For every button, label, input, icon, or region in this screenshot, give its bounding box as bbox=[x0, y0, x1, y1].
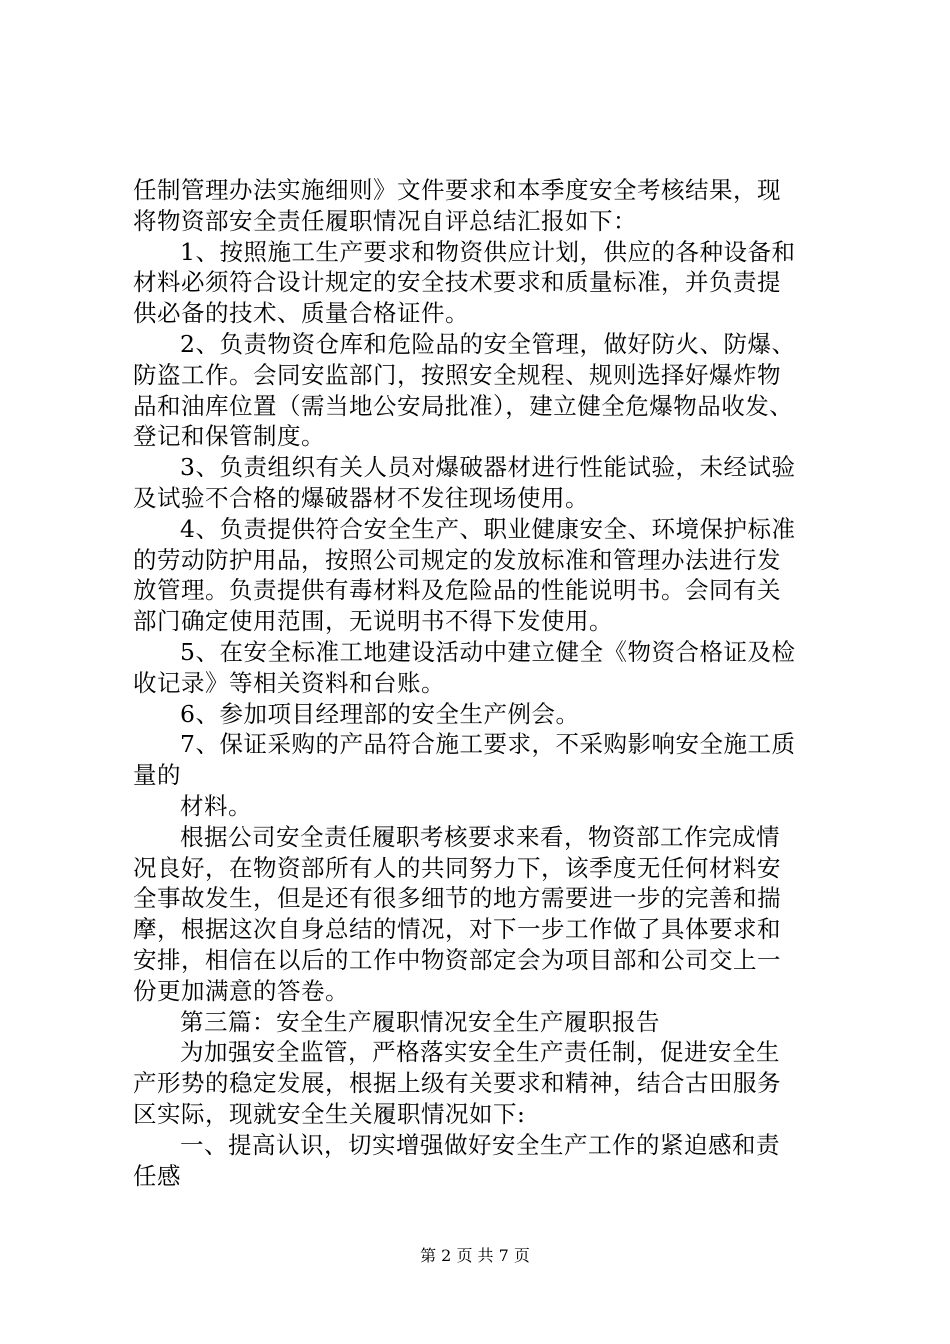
text-line: 区实际，现就安全生关履职情况如下: bbox=[133, 1099, 526, 1128]
text-line: 防盗工作。会同安监部门，按照安全规程、规则选择好爆炸物 bbox=[133, 360, 781, 389]
text-line: 部门确定使用范围，无说明书不得下发使用。 bbox=[133, 607, 613, 636]
text-line: 7、保证采购的产品符合施工要求，不采购影响安全施工质 bbox=[180, 730, 796, 759]
text-line: 量的 bbox=[133, 761, 181, 790]
text-line: 放管理。负责提供有毒材料及危险品的性能说明书。会同有关 bbox=[133, 576, 781, 605]
document-body bbox=[133, 175, 833, 1191]
text-line: 份更加满意的答卷。 bbox=[133, 976, 349, 1005]
text-line: 的劳动防护用品，按照公司规定的发放标准和管理办法进行发 bbox=[133, 545, 781, 574]
text-line: 材料必须符合设计规定的安全技术要求和质量标准，并负责提 bbox=[133, 268, 781, 297]
text-line: 2、负责物资仓库和危险品的安全管理，做好防火、防爆、 bbox=[180, 329, 796, 358]
text-line: 第三篇：安全生产履职情况安全生产履职报告 bbox=[180, 1007, 660, 1036]
text-line: 供必备的技术、质量合格证件。 bbox=[133, 299, 469, 328]
text-line: 安排，相信在以后的工作中物资部定会为项目部和公司交上一 bbox=[133, 945, 781, 974]
text-line: 将物资部安全责任履职情况自评总结汇报如下： bbox=[133, 206, 637, 235]
text-line: 为加强安全监管，严格落实安全生产责任制，促进安全生 bbox=[180, 1038, 780, 1067]
text-line: 材料。 bbox=[180, 791, 252, 820]
text-line: 根据公司安全责任履职考核要求来看，物资部工作完成情 bbox=[180, 822, 780, 851]
text-line: 登记和保管制度。 bbox=[133, 422, 325, 451]
text-line: 产形势的稳定发展，根据上级有关要求和精神，结合古田服务 bbox=[133, 1069, 781, 1098]
text-line: 5、在安全标准工地建设活动中建立健全《物资合格证及检 bbox=[180, 637, 796, 666]
text-line: 任制管理办法实施细则》文件要求和本季度安全考核结果，现 bbox=[133, 176, 781, 204]
text-line: 全事故发生，但是还有很多细节的地方需要进一步的完善和揣 bbox=[133, 884, 781, 913]
text-line: 收记录》等相关资料和台账。 bbox=[133, 668, 445, 697]
text-line: 及试验不合格的爆破器材不发往现场使用。 bbox=[133, 483, 589, 512]
page-footer: 第 2 页 共 7 页 bbox=[420, 1246, 530, 1265]
text-line: 一、提高认识，切实增强做好安全生产工作的紧迫感和责 bbox=[180, 1130, 780, 1159]
text-line: 摩，根据这次自身总结的情况，对下一步工作做了具体要求和 bbox=[133, 915, 781, 944]
text-line: 6、参加项目经理部的安全生产例会。 bbox=[180, 699, 580, 728]
text-line: 品和油库位置（需当地公安局批准），建立健全危爆物品收发、 bbox=[133, 391, 794, 420]
text-line: 1、按照施工生产要求和物资供应计划，供应的各种设备和 bbox=[180, 237, 796, 266]
text-line: 4、负责提供符合安全生产、职业健康安全、环境保护标准 bbox=[180, 514, 796, 543]
text-line: 况良好，在物资部所有人的共同努力下，该季度无任何材料安 bbox=[133, 853, 781, 882]
text-line: 3、负责组织有关人员对爆破器材进行性能试验，未经试验 bbox=[180, 453, 796, 482]
text-line: 任感 bbox=[133, 1161, 181, 1190]
